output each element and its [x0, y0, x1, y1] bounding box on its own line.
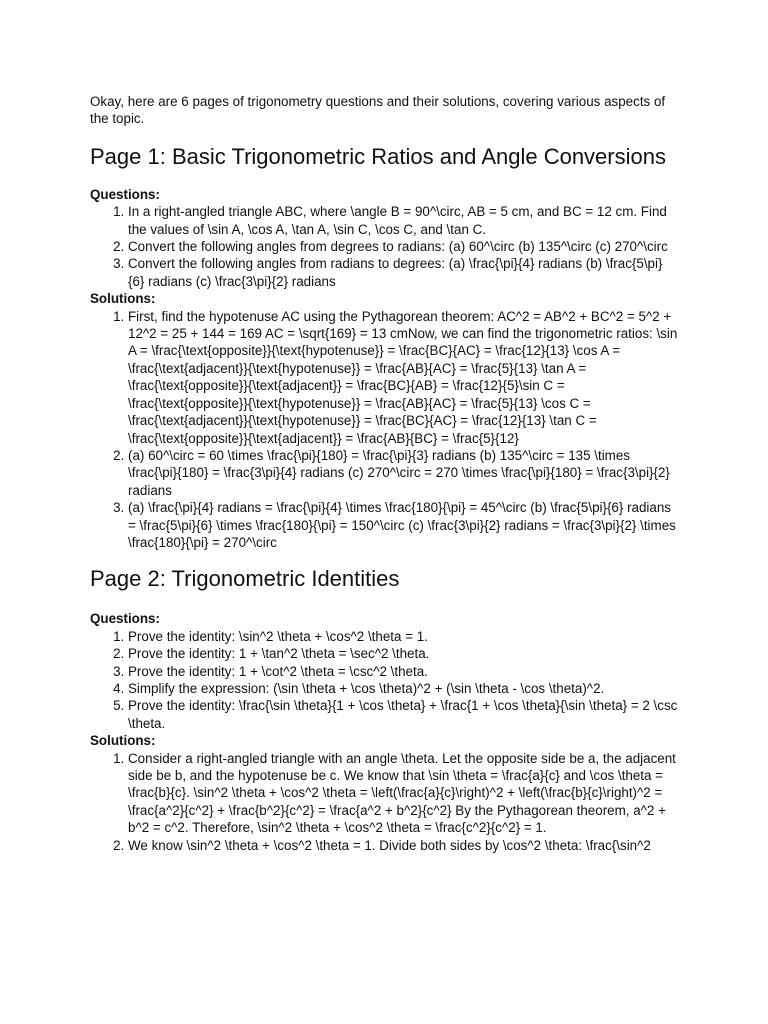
- solution-item: 2. We know \sin^2 \theta + \cos^2 \theta = 1. Divide both sides by \cos^2 \theta: \frac{\sin^2: [128, 837, 678, 854]
- question-item: 3. Convert the following angles from radians to degrees: (a) \frac{\pi}{4} radians (b) \frac{5\pi}{6} radians (c) \frac{3\pi}{2} radians: [128, 255, 678, 290]
- solutions-label: Solutions:: [90, 733, 156, 749]
- question-item: 1. Prove the identity: \sin^2 \theta + \cos^2 \theta = 1.: [128, 628, 678, 645]
- question-item: 5. Prove the identity: \frac{\sin \theta}{1 + \cos \theta} + \frac{1 + \cos \theta}{\sin \theta} = 2 \csc \theta.: [128, 697, 678, 732]
- question-item: 1. In a right-angled triangle ABC, where \angle B = 90^\circ, AB = 5 cm, and BC = 12 cm. Find the values of \sin A, \cos A, \tan A, \sin C, \cos C, and \tan C.: [128, 203, 678, 238]
- question-item: 3. Prove the identity: 1 + \cot^2 \theta = \csc^2 \theta.: [128, 663, 678, 680]
- question-item: 2. Convert the following angles from degrees to radians: (a) 60^\circ (b) 135^\circ (c) 270^\circ: [128, 238, 678, 255]
- questions-list: [90, 628, 678, 732]
- question-item: 2. Prove the identity: 1 + \tan^2 \theta = \sec^2 \theta.: [128, 645, 678, 662]
- intro-paragraph: Okay, here are 6 pages of trigonometry questions and their solutions, covering various aspects of the topic.: [90, 94, 666, 127]
- solutions-label: Solutions:: [90, 291, 156, 307]
- solution-item: 3. (a) \frac{\pi}{4} radians = \frac{\pi}{4} \times \frac{180}{\pi} = 45^\circ (b) \frac{5\pi}{6} radians = \frac{5\pi}{6} \times \frac{180}{\pi} = 150^\circ (c) \frac{3\pi}{2} radians = \frac{3\pi}{2} \times \frac{180}{\pi} = 270^\circ: [128, 499, 678, 551]
- solution-item: 1. Consider a right-angled triangle with an angle \theta. Let the opposite side be a, the adjacent side be b, and the hypotenuse be c. We know that \sin \theta = \frac{a}{c} and \cos \theta = \frac{b}{c}. \sin^2 \theta + \cos^2 \theta = \left(\frac{a}{c}\right)^2 + \left(\frac{b}{c}\right)^2 = \frac{a^2}{c^2} + \frac{b^2}{c^2} = \frac{a^2 + b^2}{c^2} By the Pythagorean theorem, a^2 + b^2 = c^2. Therefore, \sin^2 \theta + \cos^2 \theta = \frac{c^2}{c^2} = 1.: [128, 750, 678, 837]
- solutions-list: [90, 308, 678, 552]
- question-item: 4. Simplify the expression: (\sin \theta + \cos \theta)^2 + (\sin \theta - \cos \theta)^2.: [128, 680, 678, 697]
- section-page-1: [90, 143, 678, 552]
- questions-label: Questions:: [90, 186, 160, 202]
- section-title: Page 1: Basic Trigonometric Ratios and Angle Conversions: [90, 143, 666, 169]
- solution-item: 1. First, find the hypotenuse AC using the Pythagorean theorem: AC^2 = AB^2 + BC^2 = 5^2 + 12^2 = 25 + 144 = 169 AC = \sqrt{169} = 13 cmNow, we can find the trigonometric ratios: \sin A = \frac{\text{opposite}}{\text{hypotenuse}} = \frac{BC}{AC} = \frac{12}{13} \cos A = \frac{\text{adjacent}}{\text{hypotenuse}} = \frac{AB}{AC} = \frac{5}{13} \tan A = \frac{\text{opposite}}{\text{adjacent}} = \frac{BC}{AB} = \frac{12}{5}\sin C = \frac{\text{opposite}}{\text{hypotenuse}} = \frac{AB}{AC} = \frac{5}{13} \cos C = \frac{\text{adjacent}}{\text{hypotenuse}} = \frac{BC}{AC} = \frac{12}{13} \tan C = \frac{\text{opposite}}{\text{adjacent}} = \frac{AB}{BC} = \frac{5}{12}: [128, 308, 678, 447]
- section-page-2: [90, 565, 678, 854]
- questions-label: Questions:: [90, 611, 160, 627]
- section-title: Page 2: Trigonometric Identities: [90, 566, 400, 592]
- solution-item: 2. (a) 60^\circ = 60 \times \frac{\pi}{180} = \frac{\pi}{3} radians (b) 135^\circ = 135 \times \frac{\pi}{180} = \frac{3\pi}{4} radians (c) 270^\circ = 270 \times \frac{\pi}{180} = \frac{3\pi}{2} radians: [128, 447, 678, 499]
- solutions-list: [90, 750, 678, 854]
- questions-list: [90, 203, 678, 290]
